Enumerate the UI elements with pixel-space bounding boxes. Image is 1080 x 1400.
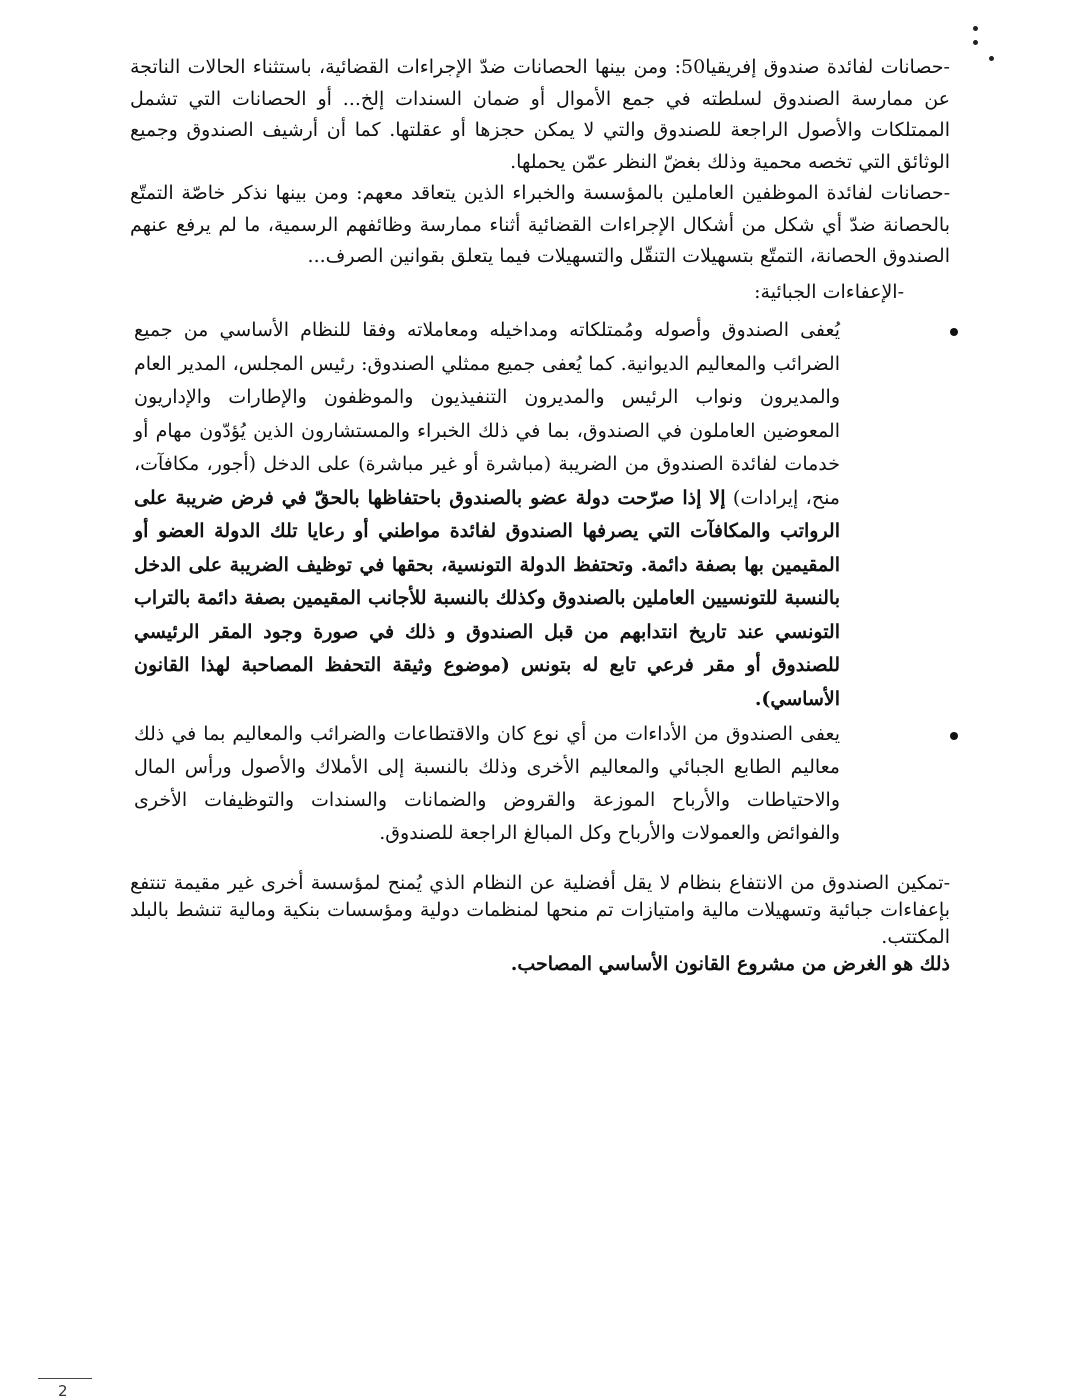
bullet-icon (950, 732, 958, 740)
closing-statement: ذلك هو الغرض من مشروع القانون الأساسي المصاحب. (510, 953, 950, 975)
paragraph-preferential-regime: -تمكين الصندوق من الانتفاع بنظام لا يقل أفضلية عن النظام الذي يُمنح لمؤسسة أخرى غير مقيمة تنتفع بإعفاءات جبائية وتسهيلات مالية وامتيازات تم منحها لمنظمات دولية ومؤسسات بنكية ومالية تنشط بالبلد المكتتب. (130, 872, 950, 948)
margin-mark (964, 22, 988, 62)
paragraph-immunities-fund: -حصانات لفائدة صندوق إفريقيا50: ومن بينها الحصانات ضدّ الإجراءات القضائية، باستثناء الحالات الناتجة عن ممارسة الصندوق لسلطته في جمع الأموال أو ضمان السندات إلخ... أو الحصانات التي تشمل الممتلكات والأصول الراجعة للصندوق والتي لا يمكن حجزها أو عقلتها. كما أن أرشيف الصندوق وجميع الوثائق التي تخصه محمية وذلك بغضّ النظر عمّن يحملها. (130, 56, 950, 173)
bullet-item-tax-exemption-2 (134, 718, 950, 850)
spacer (130, 850, 950, 870)
bullet-text-bold: إلا إذا صرّحت دولة عضو بالصندوق باحتفاظها بالحقّ في فرض ضريبة على الرواتب والمكافآت التي يصرفها الصندوق لفائدة مواطني أو رعايا تلك الدولة العضو أو المقيمين بها بصفة دائمة. وتحتفظ الدولة التونسية، بحقها في توظيف الضريبة على الدخل بالنسبة للتونسيين العاملين بالصندوق وكذلك بالنسبة للأجانب المقيمين بصفة دائمة بالتراب التونسي عند تاريخ انتدابهم من قبل الصندوق و ذلك في صورة وجود المقر الرئيسي للصندوق أو مقر فرعي تابع له بتونس (موضوع وثيقة التحفظ المصاحبة لهذا القانون الأساسي). (134, 486, 840, 710)
bullet-icon (950, 328, 958, 336)
bullet-item-tax-exemption-1 (134, 314, 950, 716)
bullet-text-normal: يُعفى الصندوق وأصوله ومُمتلكاته ومداخيله ومعاملاته وفقا للنظام الأساسي من جميع الضرائب والمعاليم الديوانية. كما يُعفى جميع ممثلي الصندوق: رئيس المجلس، المدير العام والمديرون ونواب الرئيس والمديرون التنفيذيون والموظفون والإطارات والإداريون المعوضين العاملون في الصندوق، بما في ذلك الخبراء والمستشارون الذين يُؤدّون مهام أو خدمات لفائدة الصندوق من الضريبة (مباشرة أو غير مباشرة) على الدخل (أجور، مكافآت، منح، إيرادات) (134, 319, 840, 509)
section-heading-tax-exemptions: -الإعفاءات الجبائية: (754, 280, 904, 303)
paragraph-immunities-staff: -حصانات لفائدة الموظفين العاملين بالمؤسسة والخبراء الذين يتعاقد معهم: ومن بينها نذكر خاصّة التمتّع بالحصانة ضدّ أي شكل من أشكال الإجراءات القضائية أثناء ممارسة وظائفهم الرسمية، ما لم يرفع عنهم الصندوق الحصانة، التمتّع بتسهيلات التنقّل والتسهيلات فيما يتعلق بقوانين الصرف... (130, 182, 950, 267)
document-body (130, 52, 950, 978)
footer-rule (38, 1378, 92, 1379)
page-number: 2 (58, 1382, 68, 1400)
bullet-text: يعفى الصندوق من الأداءات من أي نوع كان والاقتطاعات والضرائب والمعاليم بما في ذلك معاليم الطابع الجبائي والمعاليم الأخرى وذلك بالنسبة إلى الأملاك والأصول ورأس المال والاحتياطات والأرباح الموزعة والقروض والضمانات والسندات والتوظيفات الأخرى والفوائض والعمولات والأرباح وكل المبالغ الراجعة للصندوق. (134, 723, 840, 844)
